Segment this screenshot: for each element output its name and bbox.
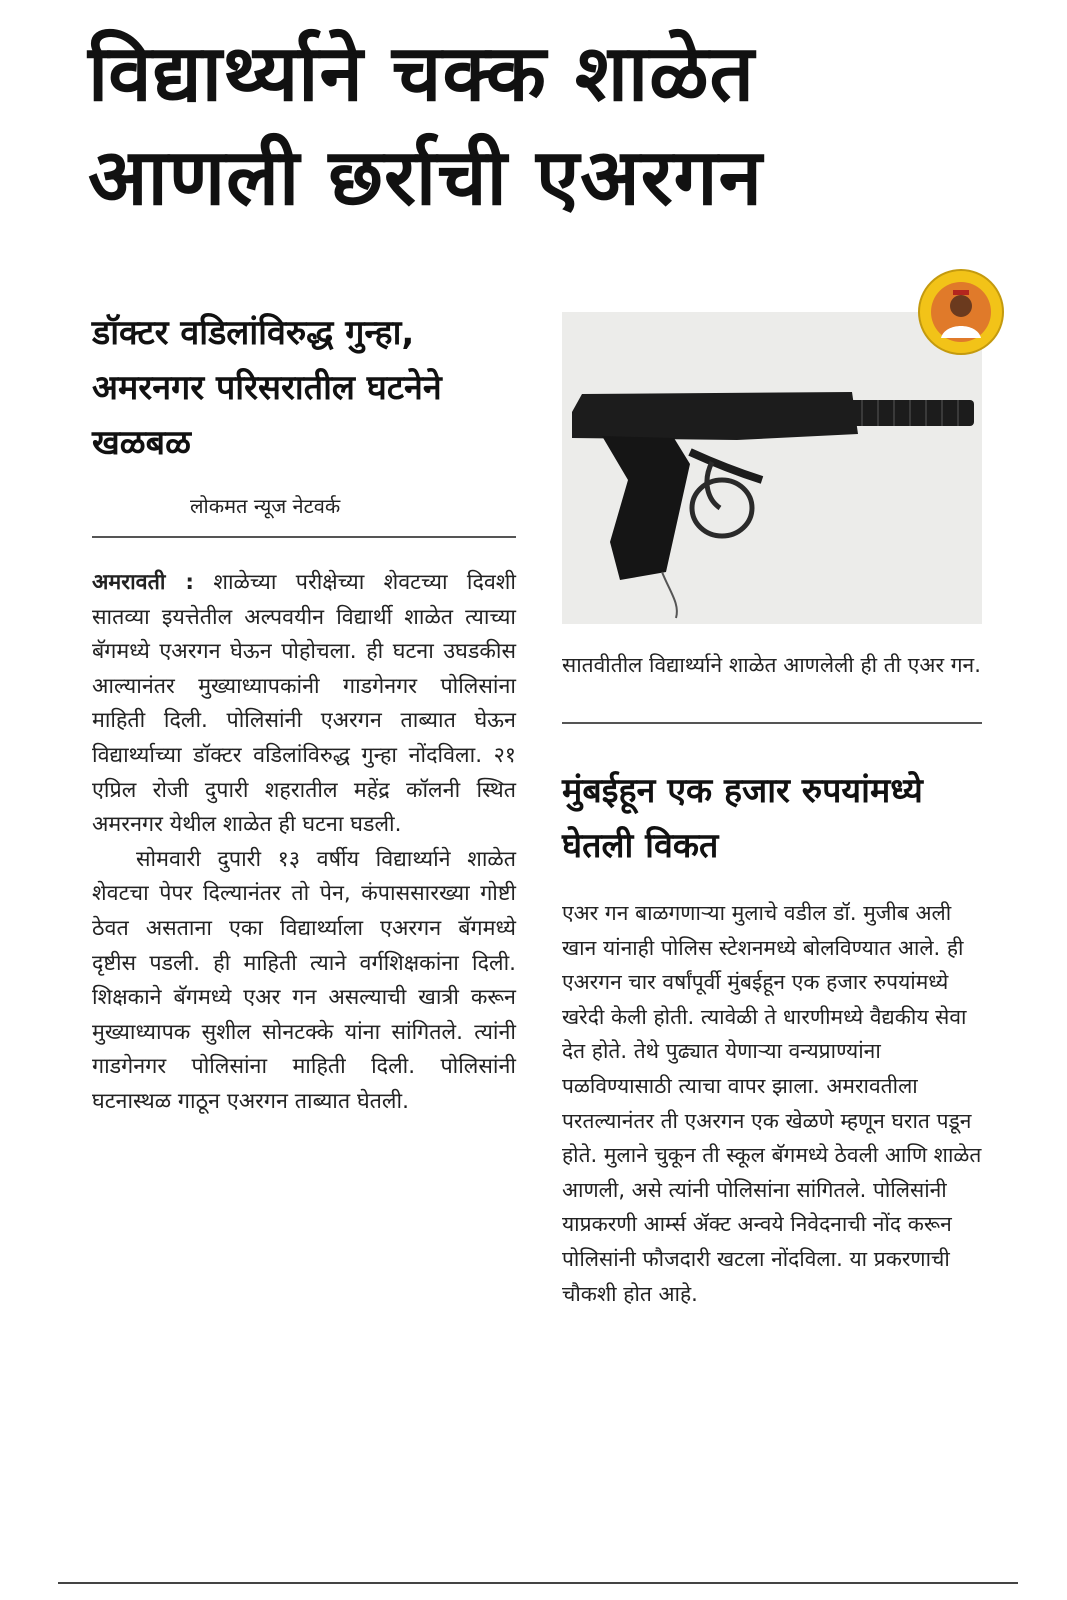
left-column-text [92, 566, 516, 1120]
right-paragraph: एअर गन बाळगणाऱ्या मुलाचे वडील डॉ. मुजीब अली खान यांनाही पोलिस स्टेशनमध्ये बोलविण्यात आले. ही एअरगन चार वर्षांपूर्वी मुंबईहून एक हजार रुपयांमध्ये खरेदी केली होती. त्यावेळी ते धारणीमध्ये वैद्यकीय सेवा देत होते. तेथे पुढ्यात येणाऱ्या वन्यप्राण्यांना पळविण्यासाठी त्याचा वापर झाला. अमरावतीला परतल्यानंतर ती एअरगन एक खेळणे म्हणून घरात पडून होते. मुलाने चुकून ती स्कूल बॅगमध्ये ठेवली आणि शाळेत आणली, असे त्यांनी पोलिसांना सांगितले. पोलिसांनी याप्रकरणी आर्म्स ॲक्ट अन्वये निवेदनाची नोंद करून पोलिसांनी फौजदारी खटला नोंदविला. या प्रकरणाची चौकशी होत आहे. [562, 901, 982, 1306]
bottom-divider [58, 1582, 1018, 1584]
paragraph-2: सोमवारी दुपारी १३ वर्षीय विद्यार्थ्याने शाळेत शेवटचा पेपर दिल्यानंतर तो पेन, कंपाससारख्या गोष्टी ठेवत असताना एका विद्यार्थ्याला एअरगन बॅगमध्ये दृष्टीस पडली. ही माहिती त्याने वर्गशिक्षकांना दिली. शिक्षकाने बॅगमध्ये एअर गन असल्याची खात्री करून मुख्याध्यापक सुशील सोनटक्के यांना सांगितले. त्यांनी गाडगेनगर पोलिसांना माहिती दिली. पोलिसांनी घटनास्थळ गाठून एअरगन ताब्यात घेतली. [92, 846, 516, 1114]
seal-icon [917, 268, 1005, 356]
secondary-headline: मुंबईहून एक हजार रुपयांमध्ये घेतली विकत [562, 771, 923, 866]
paragraph-1 [92, 566, 516, 843]
dateline-place: अमरावती : [92, 570, 194, 595]
air-gun-icon [562, 312, 982, 624]
right-column-text [562, 896, 982, 1311]
subheadline: डॉक्टर वडिलांविरुद्ध गुन्हा, अमरनगर परिसरातील घटनेने खळबळ [92, 313, 442, 463]
photo-caption: सातवीतील विद्यार्थ्याने शाळेत आणलेली ही ती एअर गन. [562, 653, 981, 677]
byline: लोकमत न्यूज नेटवर्क [190, 494, 341, 518]
watermark-seal [917, 268, 1005, 356]
air-gun-photo [562, 312, 982, 624]
headline: विद्यार्थ्याने चक्क शाळेत आणली छर्राची एअरगन [88, 29, 763, 223]
paragraph-1-body: शाळेच्या परीक्षेच्या शेवटच्या दिवशी सातव्या इयत्तेतील अल्पवयीन विद्यार्थी शाळेत त्याच्या बॅगमध्ये एअरगन घेऊन पोहोचला. ही घटना उघडकीस आल्यानंतर मुख्याध्यापकांनी गाडगेनगर पोलिसांना माहिती दिली. पोलिसांनी एअरगन ताब्यात घेऊन विद्यार्थ्याच्या डॉक्टर वडिलांविरुद्ध गुन्हा नोंदविला. २१ एप्रिल रोजी दुपारी शहरातील महेंद्र कॉलनी स्थित अमरनगर येथील शाळेत ही घटना घडली. [92, 570, 516, 838]
right-divider [562, 722, 982, 724]
left-divider [92, 536, 516, 538]
